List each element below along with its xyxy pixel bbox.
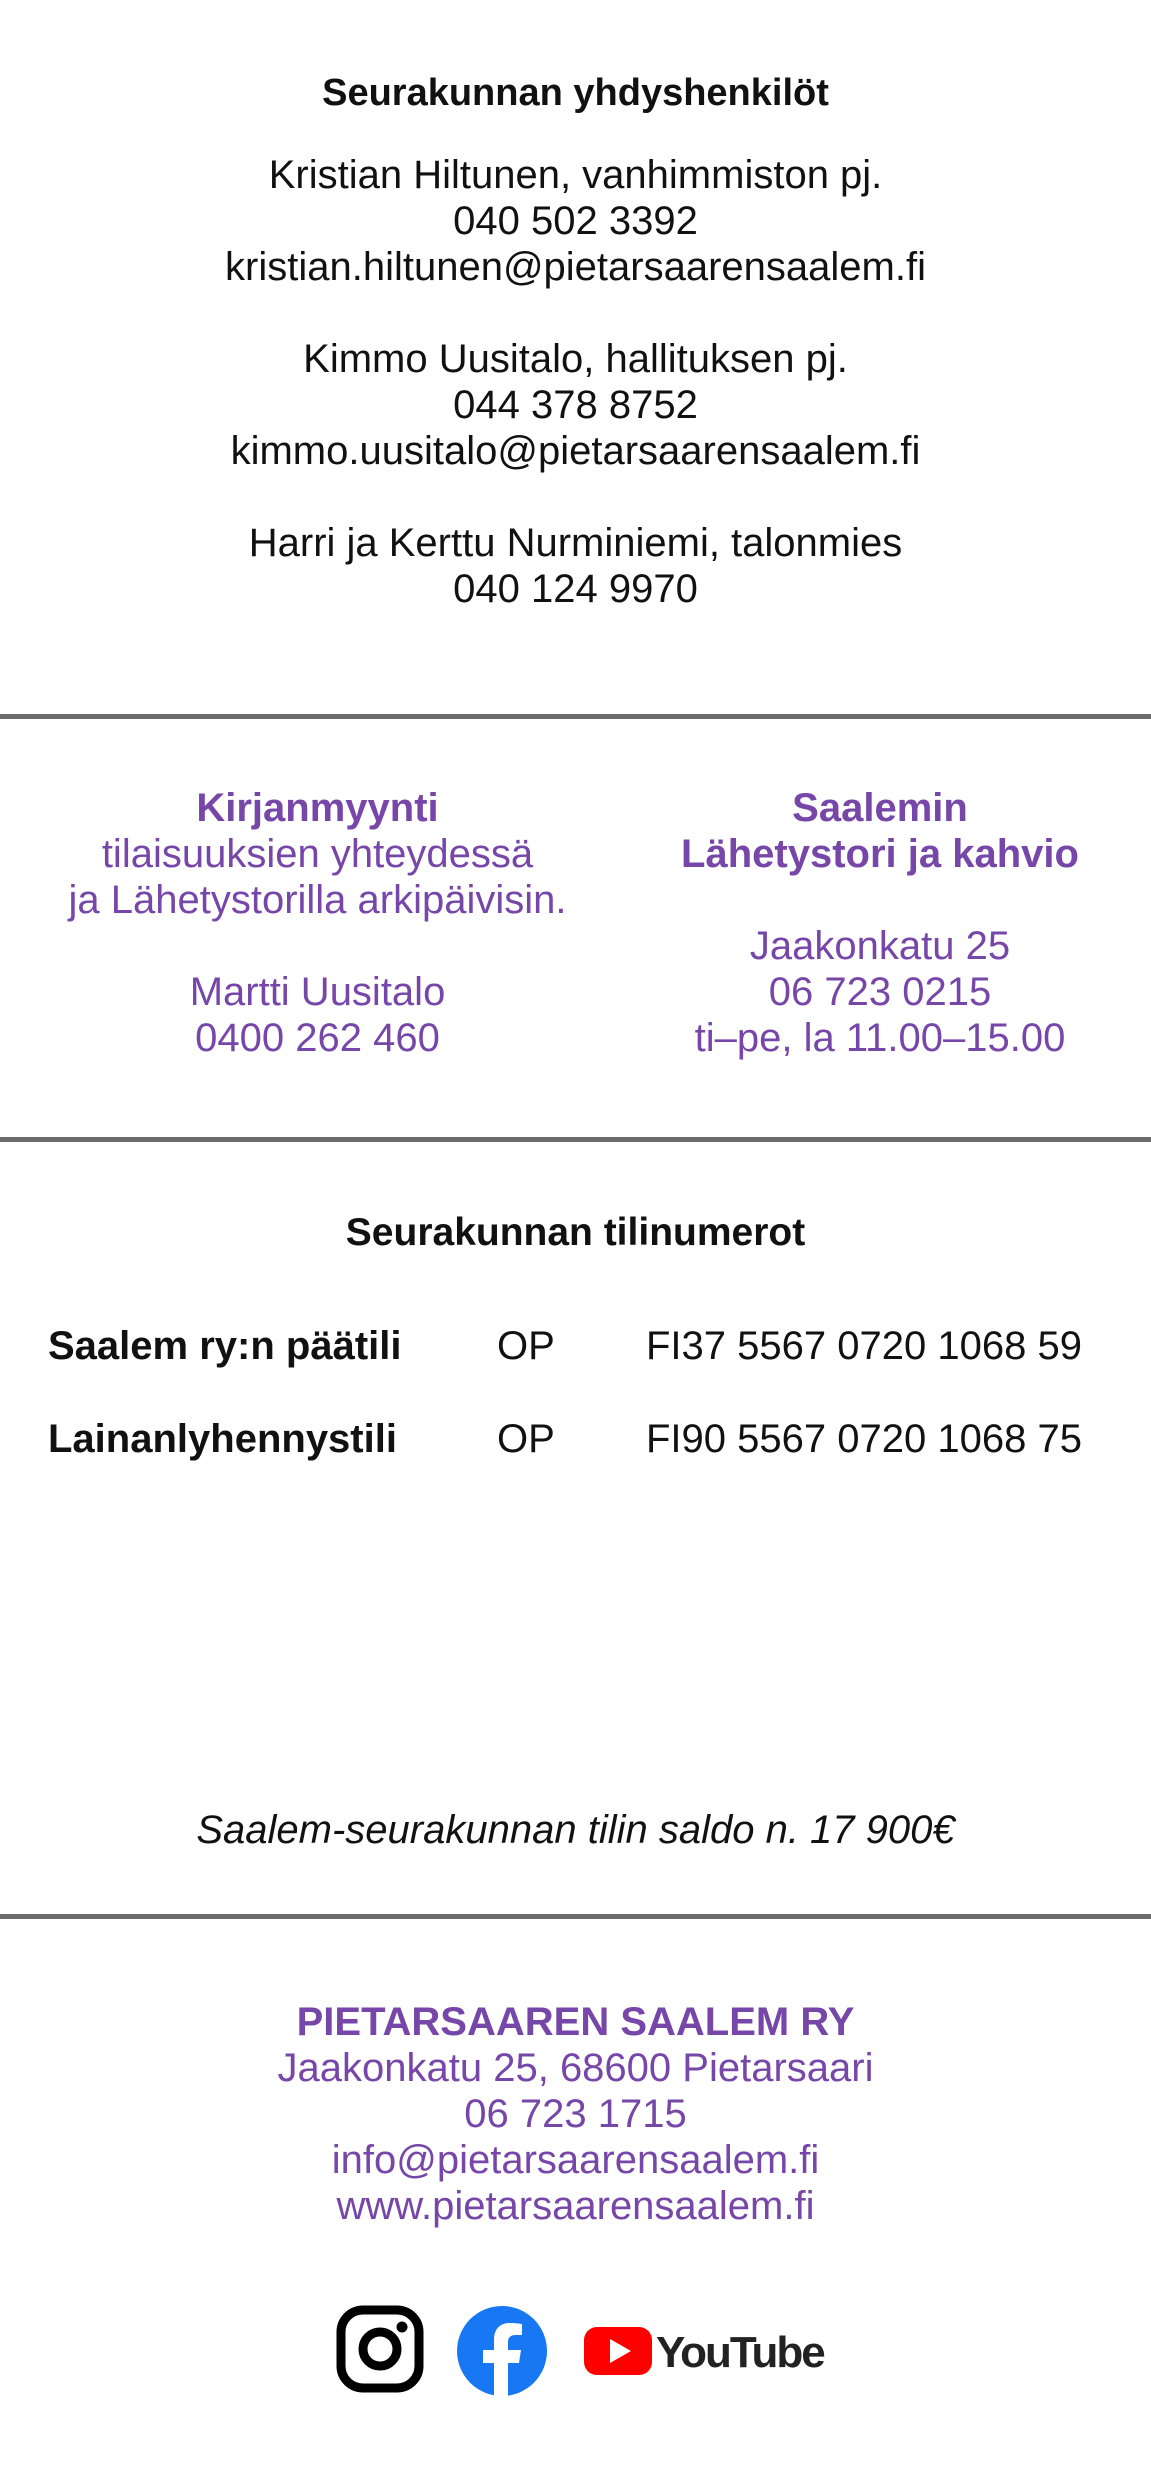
org-phone[interactable]: 06 723 1715	[464, 2092, 687, 2136]
bookshop-line2: ja Lähetystorilla arkipäivisin.	[68, 878, 567, 922]
store-block	[640, 785, 1120, 1061]
contact-phone[interactable]: 040 502 3392	[453, 199, 698, 243]
section-divider	[0, 1914, 1151, 1919]
account-bank: OP	[497, 1324, 555, 1368]
contact-person	[0, 336, 1151, 474]
contact-phone[interactable]: 040 124 9970	[453, 567, 698, 611]
account-bank: OP	[497, 1417, 555, 1461]
contact-person	[0, 152, 1151, 290]
contact-name-role: Harri ja Kerttu Nurminiemi, talonmies	[248, 521, 903, 565]
facebook-icon[interactable]	[456, 2305, 548, 2397]
contacts-section	[0, 70, 1151, 658]
bookshop-contact-name: Martti Uusitalo	[189, 970, 446, 1014]
contact-phone[interactable]: 044 378 8752	[453, 383, 698, 427]
youtube-logo[interactable]	[582, 2321, 824, 2381]
contact-email[interactable]: kristian.hiltunen@pietarsaarensaalem.fi	[225, 245, 926, 289]
account-iban: FI37 5567 0720 1068 59	[646, 1324, 1082, 1368]
store-hours: ti–pe, la 11.00–15.00	[694, 1016, 1066, 1060]
contact-name-role: Kristian Hiltunen, vanhimmiston pj.	[268, 153, 883, 197]
account-row	[0, 1414, 1151, 1464]
section-divider	[0, 714, 1151, 719]
contacts-title: Seurakunnan yhdyshenkilöt	[322, 72, 829, 114]
store-title-line1: Saalemin	[792, 786, 968, 830]
accounts-section	[0, 1210, 1151, 1256]
contact-email[interactable]: kimmo.uusitalo@pietarsaarensaalem.fi	[230, 429, 921, 473]
store-phone[interactable]: 06 723 0215	[768, 970, 992, 1014]
account-row	[0, 1321, 1151, 1371]
shop-section	[0, 785, 1151, 1085]
org-email[interactable]: info@pietarsaarensaalem.fi	[331, 2138, 820, 2182]
footer-section	[0, 1999, 1151, 2229]
section-divider	[0, 1137, 1151, 1142]
account-name: Lainanlyhennystili	[48, 1417, 397, 1461]
contact-person	[0, 520, 1151, 612]
instagram-icon[interactable]	[336, 2305, 424, 2393]
org-address: Jaakonkatu 25, 68600 Pietarsaari	[277, 2046, 874, 2090]
balance-note: Saalem-seurakunnan tilin saldo n. 17 900€	[196, 1808, 955, 1852]
org-name: PIETARSAAREN SAALEM RY	[296, 2000, 855, 2044]
account-iban: FI90 5567 0720 1068 75	[646, 1417, 1082, 1461]
bookshop-line1: tilaisuuksien yhteydessä	[101, 832, 534, 876]
accounts-title: Seurakunnan tilinumerot	[345, 1211, 806, 1254]
contact-name-role: Kimmo Uusitalo, hallituksen pj.	[303, 337, 848, 381]
youtube-label: YouTube	[656, 2328, 824, 2377]
social-links	[0, 2305, 1151, 2397]
bookshop-title: Kirjanmyynti	[196, 786, 439, 830]
bookshop-contact-phone[interactable]: 0400 262 460	[195, 1016, 440, 1060]
account-name: Saalem ry:n päätili	[48, 1324, 402, 1368]
store-title-line2: Lähetystori ja kahvio	[681, 832, 1079, 876]
bookshop-block	[30, 785, 605, 1061]
org-website[interactable]: www.pietarsaarensaalem.fi	[336, 2184, 815, 2228]
store-address: Jaakonkatu 25	[749, 924, 1011, 968]
